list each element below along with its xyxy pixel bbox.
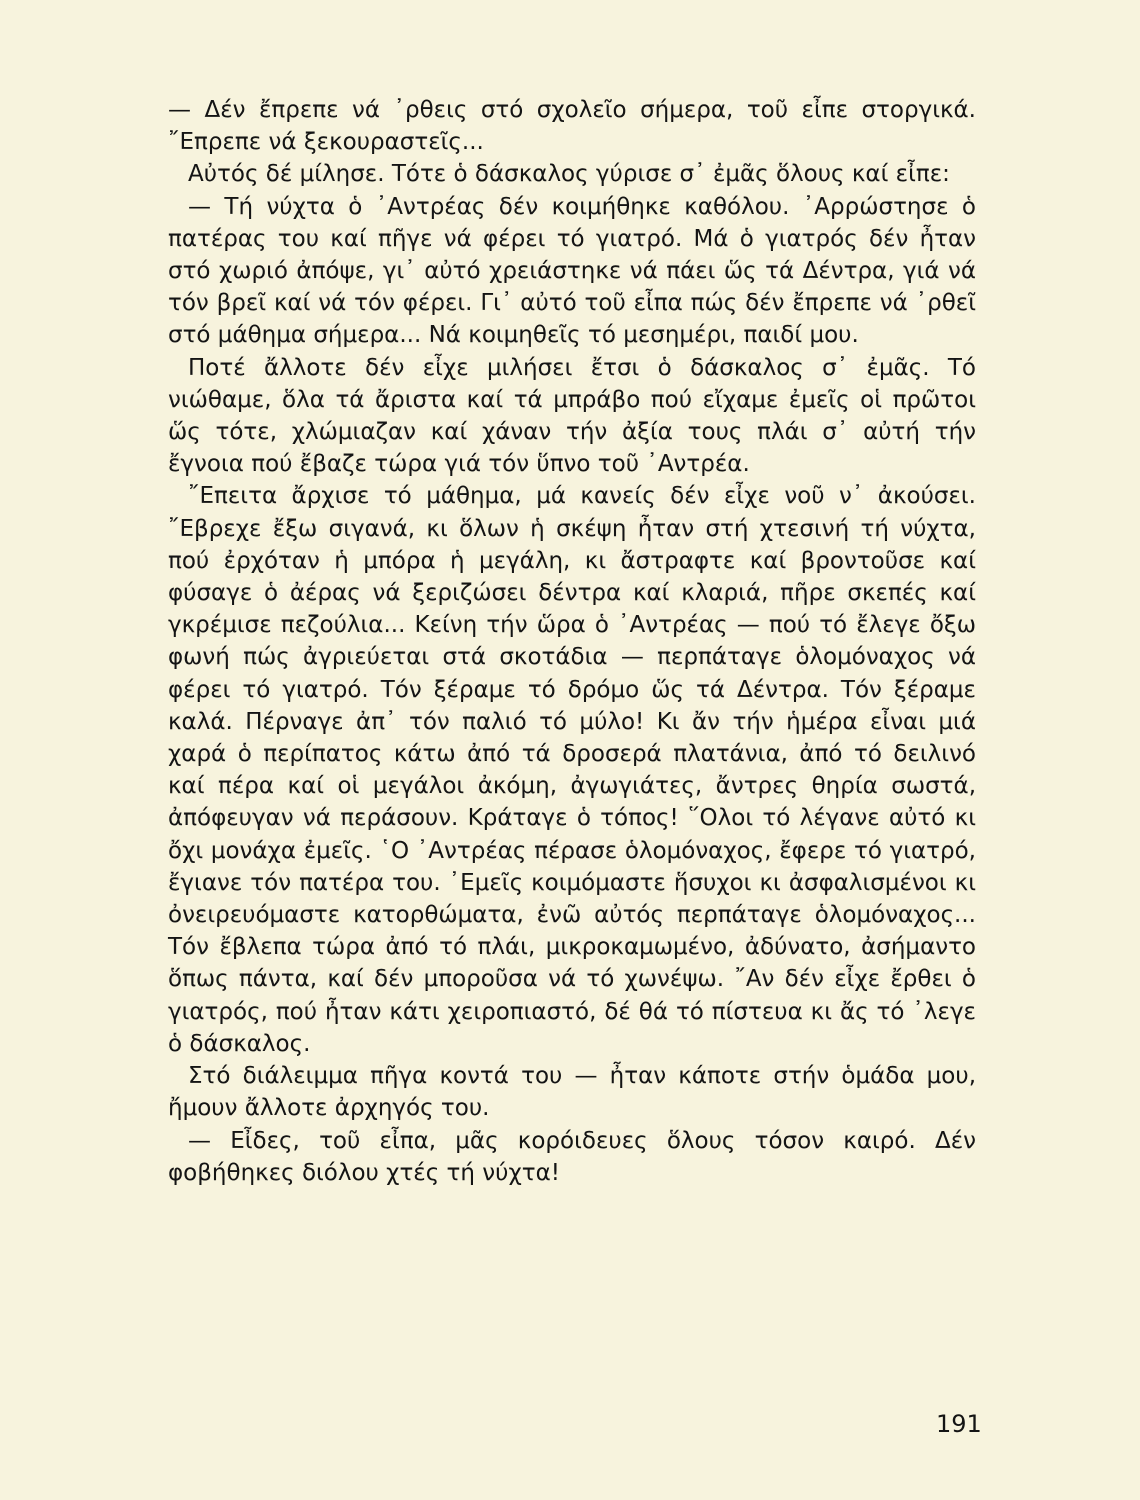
paragraph-1: — Δέν ἔπρεπε νά ᾽ρθεις στό σχολεῖο σήμερα, τοῦ εἶπε στοργικά. ῎Επρεπε νά ξεκουραστεῖς... <box>168 97 976 156</box>
paragraph-3: — Τή νύχτα ὁ ᾽Αντρέας δέν κοιμήθηκε καθόλου. ᾽Αρρώστησε ὁ πατέρας του καί πῆγε νά φέρει τό γιατρό. Μά ὁ γιατρός δέν ἦταν στό χωριό ἀπόψε, γι᾽ αὐτό χρειάστηκε νά πάει ὥς τά Δέντρα, γιά νά τόν βρεῖ καί νά τόν φέρει. Γι᾽ αὐτό τοῦ εἶπα πώς δέν ἔπρεπε νά ᾽ρθεῖ στό μάθημα σήμερα... Νά κοιμηθεῖς τό μεσημέρι, παιδί μου. <box>168 193 976 349</box>
paragraph-4: Ποτέ ἄλλοτε δέν εἶχε μιλήσει ἔτσι ὁ δάσκαλος σ᾽ ἐμᾶς. Τό νιώθαμε, ὅλα τά ἄριστα καί τά μπράβο πού εἴχαμε ἐμεῖς οἱ πρῶτοι ὥς τότε, χλώμιαζαν καί χάναν τήν ἀξία τους πλάι σ᾽ αὐτή τήν ἔγνοια πού ἔβαζε τώρα γιά τόν ὕπνο τοῦ ᾽Αντρέα. <box>168 354 976 478</box>
paragraph-5: ῎Επειτα ἄρχισε τό μάθημα, μά κανείς δέν εἶχε νοῦ ν᾽ ἀκούσει. ῎Εβρεχε ἔξω σιγανά, κι ὅλων ἡ σκέψη ἦταν στή χτεσινή τή νύχτα, πού ἐρχόταν ἡ μπόρα ἡ μεγάλη, κι ἄστραφτε καί βροντοῦσε καί φύσαγε ὁ ἀέρας νά ξεριζώσει δέντρα καί κλαριά, πῆρε σκεπές καί γκρέμισε πεζούλια... Κείνη τήν ὥρα ὁ ᾽Αντρέας — πού τό ἔλεγε ὄξω φωνή πώς ἀγριεύεται στά σκοτάδια — περπάταγε ὁλομόναχος νά φέρει τό γιατρό. Τόν ξέραμε τό δρόμο ὥς τά Δέντρα. Τόν ξέραμε καλά. Πέρναγε ἀπ᾽ τόν παλιό τό μύλο! Κι ἄν τήν ἡμέρα εἶναι μιά χαρά ὁ περίπατος κάτω ἀπό τά δροσερά πλατάνια, ἀπό τό δειλινό καί πέρα καί οἱ μεγάλοι ἀκόμη, ἀγωγιάτες, ἄντρες θηρία σωστά, ἀπόφευγαν νά περάσουν. Κράταγε ὁ τόπος! ῞Ολοι τό λέγανε αὐτό κι ὄχι μονάχα ἐμεῖς. ῾Ο ᾽Αντρέας πέρασε ὁλομόναχος, ἔφερε τό γιατρό, ἔγιανε τόν πατέρα του. ᾽Εμεῖς κοιμόμαστε ἥσυχοι κι ἀσφαλισμένοι κι ὀνειρευόμαστε κατορθώματα, ἐνῶ αὐτός περπάταγε ὁλομόναχος... Τόν ἔβλεπα τώρα ἀπό τό πλάι, μικροκαμωμένο, ἀδύνατο, ἀσήμαντο ὅπως πάντα, καί δέν μποροῦσα νά τό χωνέψω. ῎Αν δέν εἶχε ἔρθει ὁ γιατρός, πού ἦταν κάτι χειροπιαστό, δέ θά τό πίστευα κι ἄς τό ᾽λεγε ὁ δάσκαλος. <box>168 483 976 1057</box>
page-number: 191 <box>936 1410 982 1438</box>
paragraph-6: Στό διάλειμμα πῆγα κοντά του — ἦταν κάποτε στήν ὁμάδα μου, ἤμουν ἄλλοτε ἀρχηγός του. <box>168 1063 976 1122</box>
paragraph-7: — Εἶδες, τοῦ εἶπα, μᾶς κορόιδευες ὅλους τόσον καιρό. Δέν φοβήθηκες διόλου χτές τή νύχτα! <box>168 1127 976 1186</box>
paragraph-2: Αὐτός δέ μίλησε. Τότε ὁ δάσκαλος γύρισε σ᾽ ἐμᾶς ὅλους καί εἶπε: <box>188 161 950 188</box>
body-text <box>168 94 976 1189</box>
